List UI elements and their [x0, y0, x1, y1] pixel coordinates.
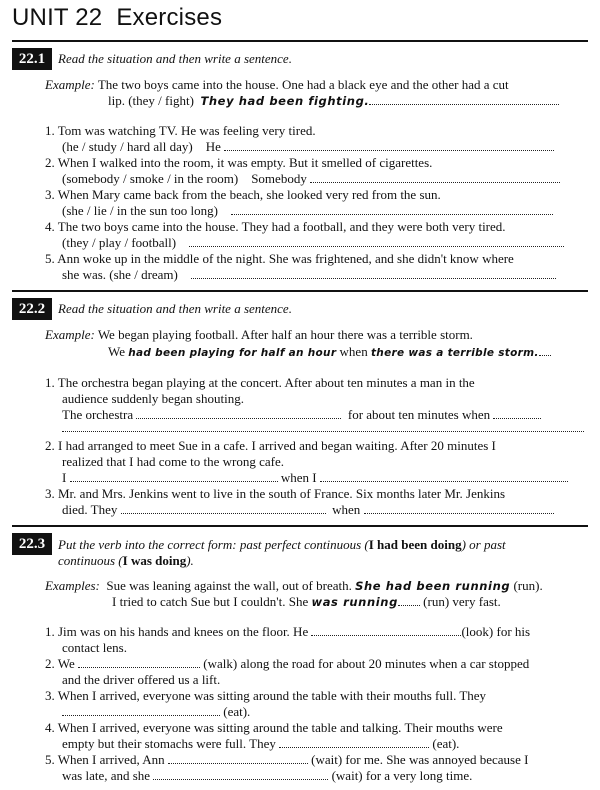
answer-blank: [398, 594, 420, 606]
section-number: 22.2: [12, 298, 52, 320]
item-number: 3.: [45, 688, 55, 703]
answer-blank[interactable]: [320, 470, 568, 482]
example-answer: had been playing for half an hour: [128, 347, 337, 359]
example-line-2: [108, 344, 551, 361]
answer-blank: [369, 93, 559, 105]
item-number: 4.: [45, 720, 55, 735]
item-text: When I walked into the room, it was empty. But it smelled of cigarettes.: [57, 155, 433, 170]
item-text: I had arranged to meet Sue in a cafe. I arrived and began waiting. After 20 minutes I: [58, 438, 496, 453]
answer-blank[interactable]: [493, 407, 541, 419]
exercise-item: [45, 438, 496, 454]
item-text: (look) for his: [461, 624, 531, 639]
exercise-item: [45, 656, 529, 672]
section-instruction: Read the situation and then write a sentence.: [58, 301, 292, 316]
exercise-item: [45, 219, 506, 235]
answer-blank[interactable]: [136, 407, 341, 419]
item-text: (wait) for me. She was annoyed because I: [311, 752, 529, 767]
answer-start: Somebody: [251, 171, 307, 186]
item-cue: (they / play / football): [62, 235, 177, 250]
item-text: (eat).: [223, 704, 251, 719]
answer-start: We: [108, 344, 125, 359]
item-text: We: [57, 656, 75, 671]
exercise-item-line2: [62, 768, 472, 784]
example-answer: She had been running: [355, 579, 511, 593]
item-number: 5.: [45, 251, 55, 266]
instruction-text: ) or past: [461, 537, 506, 552]
example-text: We began playing football. After half an hour there was a terrible storm.: [97, 327, 473, 342]
item-text: The two boys came into the house. They had a football, and they were both very tired.: [57, 219, 506, 234]
exercise-item-line2: [62, 704, 250, 720]
answer-blank[interactable]: [62, 704, 220, 716]
answer-start: I: [62, 470, 67, 485]
answer-blank[interactable]: [224, 139, 554, 151]
answer-blank[interactable]: [62, 420, 584, 432]
exercise-item-cue: [62, 235, 564, 251]
exercise-item-cue: [62, 267, 556, 283]
answer-middle: when: [332, 502, 361, 517]
item-text: empty but their stomachs were full. They: [62, 736, 276, 751]
example-line: [45, 77, 509, 93]
answer-blank[interactable]: [121, 502, 326, 514]
example-text: Sue was leaning against the wall, out of breath.: [106, 578, 352, 593]
exercise-item: [45, 251, 514, 267]
exercise-item-line2: [62, 736, 459, 752]
instruction-text: Put the verb into the correct form: past perfect continuous (: [58, 537, 369, 552]
example-answer: They had been fighting.: [200, 94, 370, 108]
answer-blank[interactable]: [279, 736, 429, 748]
item-number: 2.: [45, 656, 55, 671]
answer-blank[interactable]: [191, 267, 556, 279]
exercise-item-cue: [62, 171, 560, 187]
exercise-item: [45, 624, 530, 640]
exercise-item: [45, 187, 441, 203]
item-text: and the driver offered us a lift.: [62, 672, 221, 687]
item-text: Mr. and Mrs. Jenkins went to live in the south of France. Six months later Mr. Jenkins: [58, 486, 506, 501]
item-text: (walk) along the road for about 20 minutes when a car stopped: [203, 656, 530, 671]
answer-start: The orchestra: [62, 407, 134, 422]
instruction-form: I had been doing: [368, 537, 462, 552]
exercise-item-cue: [62, 203, 553, 219]
exercise-item-cue: [62, 139, 554, 155]
unit-title: [12, 4, 222, 32]
unit-number: UNIT 22: [12, 4, 103, 31]
section-divider: [12, 40, 588, 42]
answer-start: He: [205, 139, 221, 154]
item-text: (wait) for a very long time.: [331, 768, 473, 783]
unit-name: Exercises: [116, 4, 223, 31]
answer-blank[interactable]: [168, 752, 308, 764]
answer-blank[interactable]: [231, 203, 553, 215]
item-text: (eat).: [432, 736, 460, 751]
item-cue: she was. (she / dream): [62, 267, 178, 282]
example-verb: (run).: [513, 578, 543, 593]
exercise-item-line2: [62, 454, 284, 470]
exercise-item-answer: [62, 470, 568, 486]
exercise-item-line2: [62, 640, 127, 656]
answer-blank[interactable]: [153, 768, 328, 780]
section-divider: [12, 525, 588, 527]
item-number: 1.: [45, 375, 55, 390]
instruction-text: continuous (: [58, 553, 123, 568]
example-text: The two boys came into the house. One had a black eye and the other had a cut: [97, 77, 509, 92]
answer-blank[interactable]: [311, 624, 461, 636]
item-number: 3.: [45, 187, 55, 202]
answer-blank: [539, 344, 551, 356]
instruction-text: ).: [186, 553, 194, 568]
example-text: I tried to catch Sue but I couldn't. She: [112, 594, 309, 609]
item-number: 2.: [45, 438, 55, 453]
answer-middle: when: [339, 344, 368, 359]
example-line: [45, 327, 473, 343]
answer-blank[interactable]: [364, 502, 554, 514]
exercise-item: [45, 375, 475, 391]
item-text: audience suddenly began shouting.: [62, 391, 244, 406]
example-label: Example:: [45, 327, 95, 342]
instruction-form: I was doing: [122, 553, 187, 568]
exercise-item-line2: [62, 672, 220, 688]
example-answer: there was a terrible storm.: [370, 347, 539, 359]
example-label: Example:: [45, 77, 95, 92]
example-line: [45, 578, 543, 594]
answer-middle: when I: [280, 470, 317, 485]
exercise-item: [45, 155, 432, 171]
answer-blank[interactable]: [70, 470, 278, 482]
exercise-item: [45, 752, 528, 768]
item-text: When I arrived, everyone was sitting around the table and talking. Their mouths were: [57, 720, 503, 735]
exercise-item-line2: [62, 391, 244, 407]
item-text: When Mary came back from the beach, she looked very red from the sun.: [57, 187, 441, 202]
exercise-item: [45, 720, 503, 736]
example-line-2: [108, 93, 559, 109]
item-text: realized that I had come to the wrong cafe.: [62, 454, 284, 469]
item-cue: (somebody / smoke / in the room): [62, 171, 239, 186]
item-text: was late, and she: [62, 768, 151, 783]
item-number: 5.: [45, 752, 55, 767]
exercise-item: [45, 123, 316, 139]
exercise-item-answer: [62, 502, 554, 518]
section-number: 22.1: [12, 48, 52, 70]
answer-middle: for about ten minutes when: [347, 407, 491, 422]
item-text: Tom was watching TV. He was feeling very tired.: [57, 123, 316, 138]
example-line-2: [112, 594, 501, 610]
section-divider: [12, 290, 588, 292]
item-text: The orchestra began playing at the concert. After about ten minutes a man in the: [57, 375, 475, 390]
item-number: 1.: [45, 624, 55, 639]
exercise-item: [45, 688, 486, 704]
item-text: When I arrived, everyone was sitting around the table with their mouths full. They: [57, 688, 487, 703]
answer-blank[interactable]: [78, 656, 200, 668]
answer-blank[interactable]: [189, 235, 564, 247]
item-number: 2.: [45, 155, 55, 170]
item-text: Ann woke up in the middle of the night. She was frightened, and she didn't know where: [57, 251, 514, 266]
item-cue: (he / study / hard all day): [62, 139, 193, 154]
exercise-item-answer2: [62, 420, 584, 436]
example-answer: was running: [311, 595, 398, 609]
example-verb: (run) very fast.: [423, 594, 501, 609]
item-cue: (she / lie / in the sun too long): [62, 203, 218, 218]
section-instruction: [58, 537, 583, 569]
item-text: Jim was on his hands and knees on the floor. He: [58, 624, 309, 639]
answer-blank[interactable]: [310, 171, 560, 183]
item-text: contact lens.: [62, 640, 127, 655]
item-number: 4.: [45, 219, 55, 234]
item-text: died. They: [62, 502, 118, 517]
section-number: 22.3: [12, 533, 52, 555]
item-number: 3.: [45, 486, 55, 501]
example-label: Examples:: [45, 578, 100, 593]
section-instruction: Read the situation and then write a sentence.: [58, 51, 292, 66]
item-text: When I arrived, Ann: [57, 752, 165, 767]
item-number: 1.: [45, 123, 55, 138]
exercise-item: [45, 486, 505, 502]
example-cue: lip. (they / fight): [108, 93, 194, 108]
